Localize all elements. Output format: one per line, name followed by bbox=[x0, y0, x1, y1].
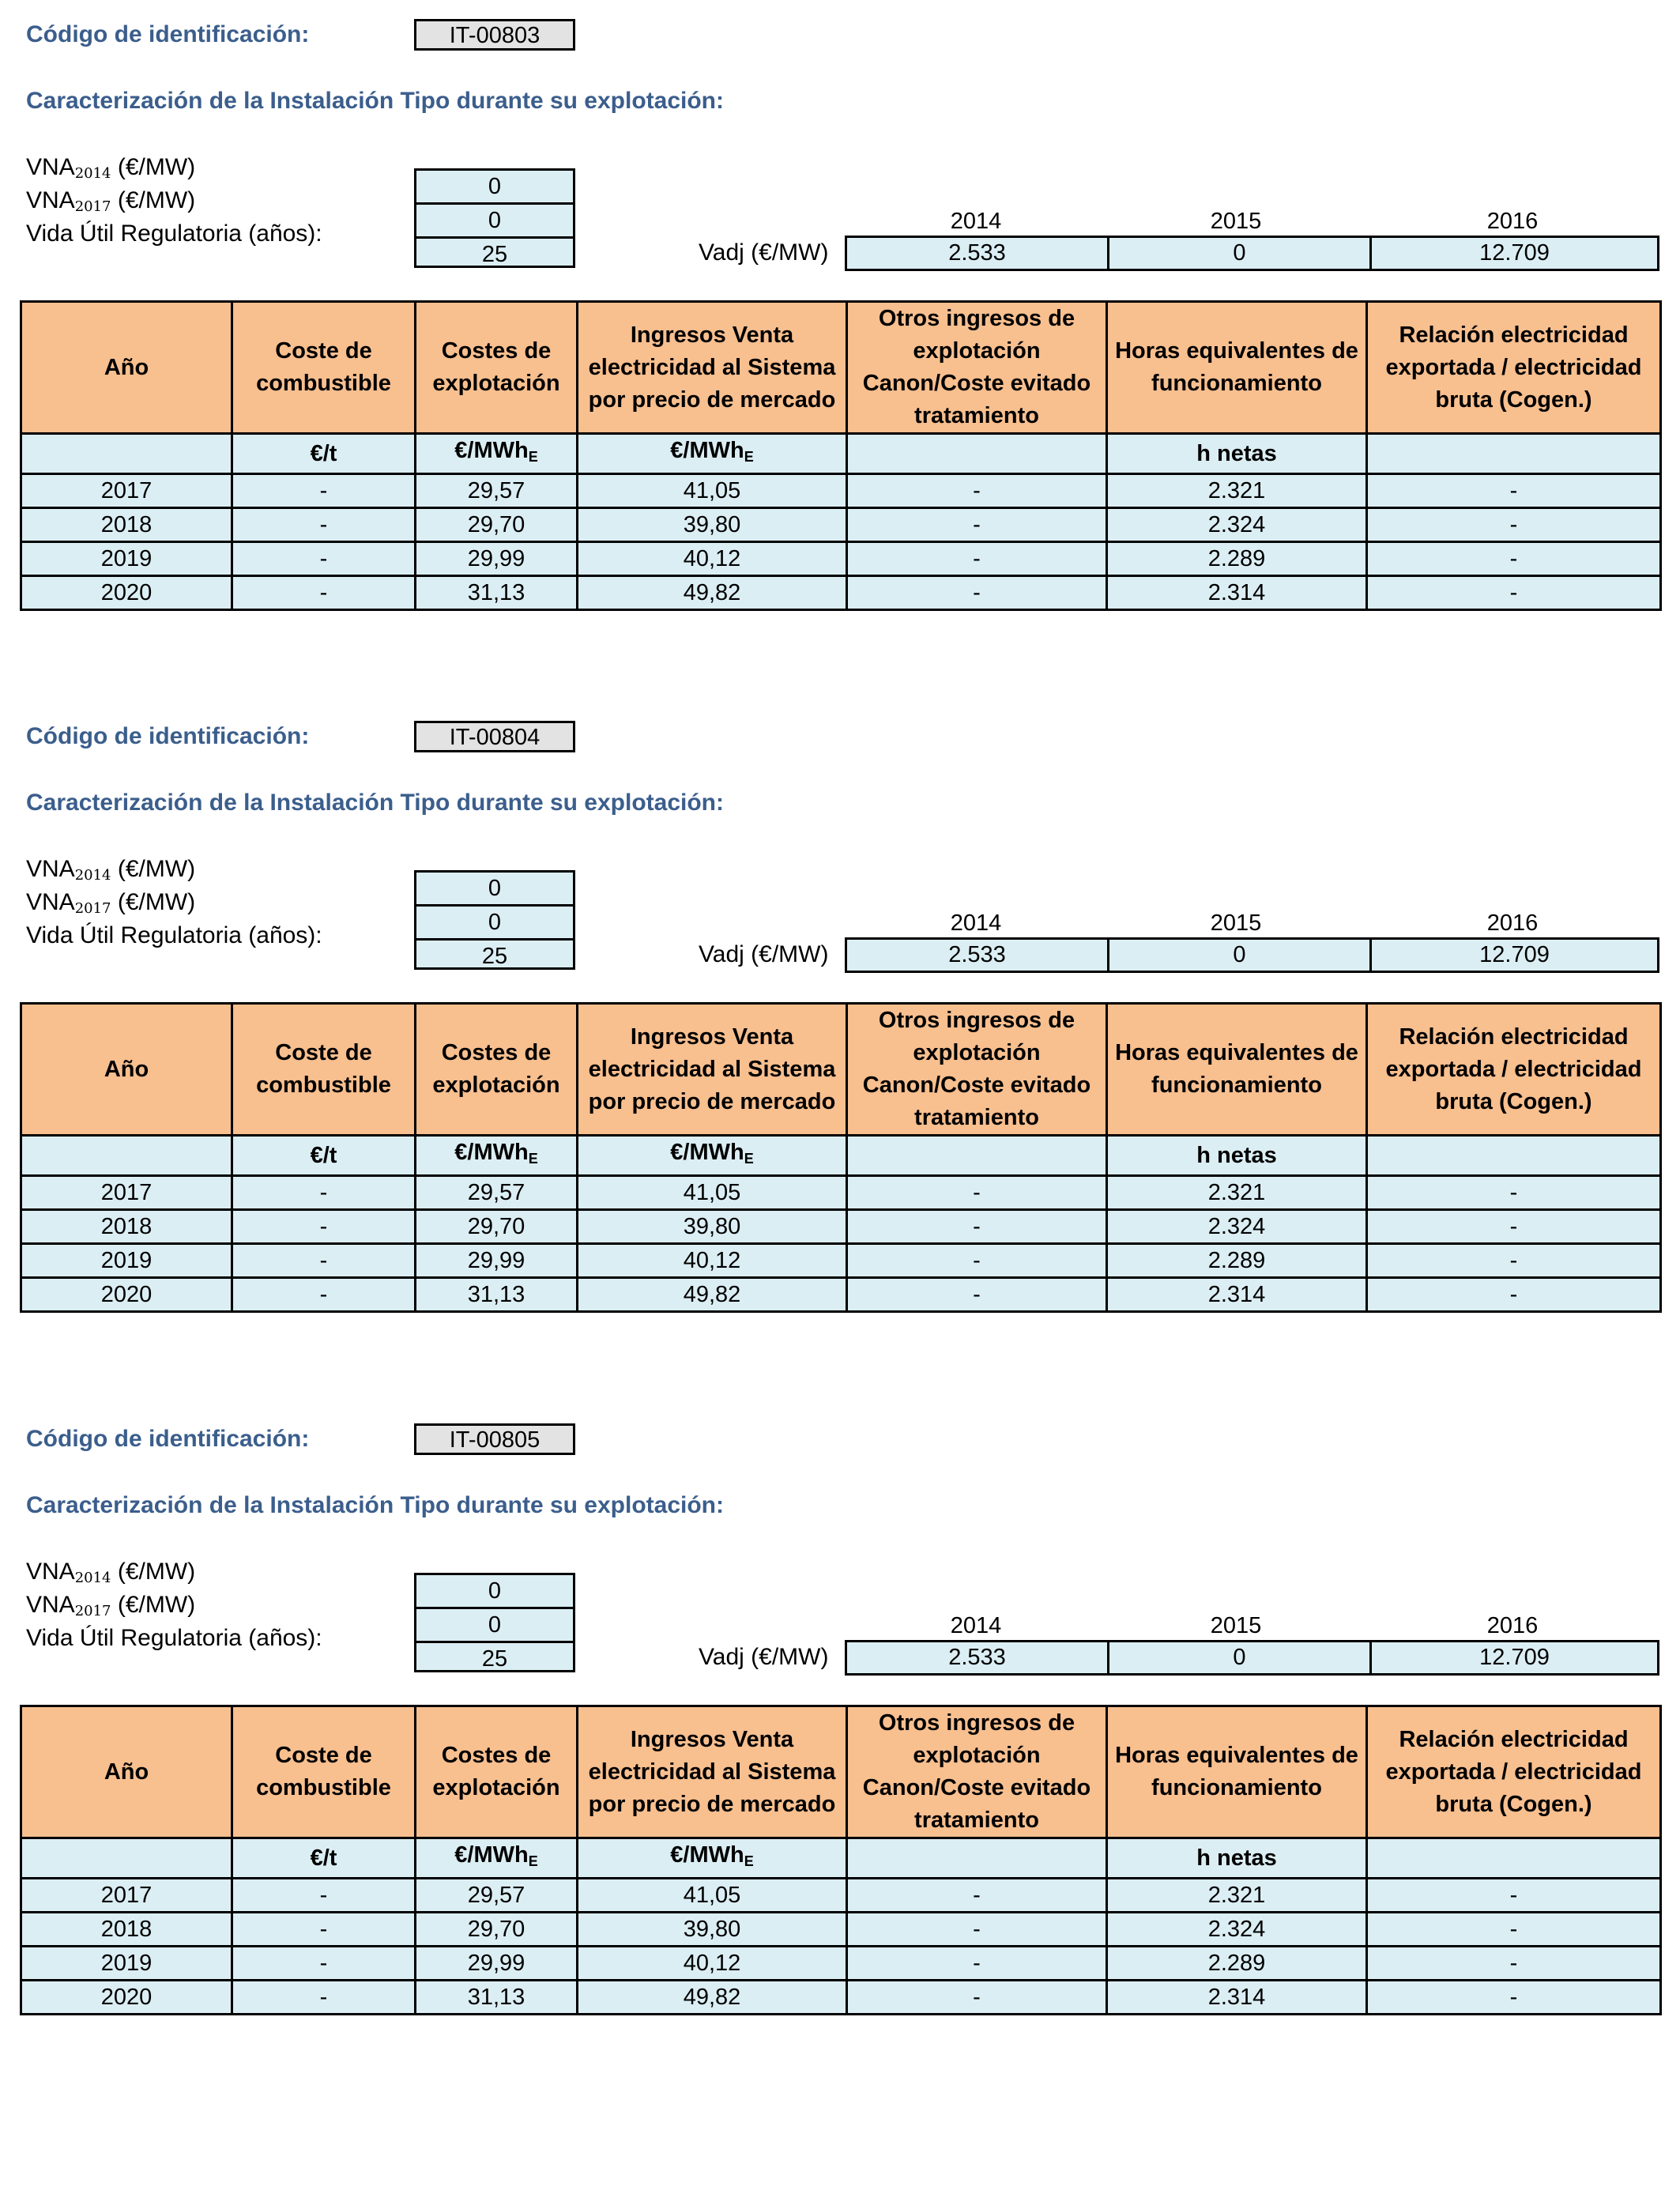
installation-block bbox=[0, 17, 1680, 618]
vadj-year-2016: 2016 bbox=[1486, 910, 1539, 936]
cell-otros: - bbox=[847, 1879, 1107, 1913]
vna2014-value: 0 bbox=[416, 1575, 573, 1609]
cell-combustible: - bbox=[232, 1278, 416, 1312]
cell-combustible: - bbox=[232, 474, 416, 508]
cell-ingresos: 49,82 bbox=[578, 1981, 847, 2015]
vna2017-value: 0 bbox=[416, 907, 573, 941]
cell-otros: - bbox=[847, 1947, 1107, 1981]
vadj-year-2015: 2015 bbox=[1210, 910, 1262, 936]
table-row bbox=[21, 1176, 1661, 1210]
cell-combustible: - bbox=[232, 1947, 416, 1981]
exploitation-table bbox=[20, 1002, 1662, 1313]
vadj-year-2014: 2014 bbox=[950, 910, 1002, 936]
cell-relacion: - bbox=[1367, 576, 1661, 610]
cell-explotacion: 29,99 bbox=[416, 542, 578, 576]
unit-otros-ingresos bbox=[847, 434, 1107, 474]
unit-anio bbox=[21, 1136, 232, 1176]
unit-ingresos-venta: €/MWhE bbox=[578, 1838, 847, 1879]
cell-relacion: - bbox=[1367, 1947, 1661, 1981]
vadj-year-2016: 2016 bbox=[1486, 209, 1539, 234]
vadj-label: Vadj (€/MW) bbox=[699, 239, 829, 266]
vadj-value-2016: 12.709 bbox=[1479, 942, 1550, 967]
code-value: IT-00805 bbox=[414, 1423, 575, 1455]
vadj-year-2014: 2014 bbox=[950, 209, 1002, 234]
unit-relacion-electricidad bbox=[1367, 434, 1661, 474]
cell-ingresos: 41,05 bbox=[578, 474, 847, 508]
vida-util-value: 25 bbox=[481, 1646, 508, 1672]
cell-ingresos: 41,05 bbox=[578, 1879, 847, 1913]
header-anio: Año bbox=[21, 1706, 232, 1838]
vadj-values-box bbox=[845, 1640, 1659, 1676]
cell-otros: - bbox=[847, 542, 1107, 576]
vadj-value-2014: 2.533 bbox=[847, 238, 1109, 269]
header-costes-explotacion: Costes de explotación bbox=[416, 1706, 578, 1838]
cell-horas: 2.314 bbox=[1107, 1981, 1367, 2015]
header-coste-combustible: Coste de combustible bbox=[232, 302, 416, 434]
cell-year: 2020 bbox=[21, 1278, 232, 1312]
unit-anio bbox=[21, 1838, 232, 1879]
cell-explotacion: 29,70 bbox=[416, 508, 578, 542]
cell-explotacion: 29,99 bbox=[416, 1947, 578, 1981]
installation-block bbox=[0, 719, 1680, 1320]
header-anio: Año bbox=[21, 1004, 232, 1136]
vadj-value-2015: 0 bbox=[1109, 940, 1372, 971]
cell-ingresos: 40,12 bbox=[578, 1244, 847, 1278]
cell-relacion: - bbox=[1367, 474, 1661, 508]
table-units-row bbox=[21, 434, 1661, 474]
cell-explotacion: 31,13 bbox=[416, 576, 578, 610]
cell-year: 2020 bbox=[21, 576, 232, 610]
header-costes-explotacion: Costes de explotación bbox=[416, 302, 578, 434]
header-costes-explotacion: Costes de explotación bbox=[416, 1004, 578, 1136]
header-relacion-electricidad: Relación electricidad exportada / electricidad bruta (Cogen.) bbox=[1367, 1706, 1661, 1838]
cell-explotacion: 31,13 bbox=[416, 1278, 578, 1312]
cell-relacion: - bbox=[1367, 1210, 1661, 1244]
vna2017-label: $VNA_{2017}$ (€/MW) bbox=[26, 889, 196, 917]
characterization-title: Caracterización de la Instalación Tipo durante su explotación: bbox=[26, 88, 724, 114]
unit-anio bbox=[21, 434, 232, 474]
cell-relacion: - bbox=[1367, 1244, 1661, 1278]
installation-block bbox=[0, 1422, 1680, 2022]
code-value: IT-00804 bbox=[414, 721, 575, 752]
table-row bbox=[21, 1913, 1661, 1947]
cell-otros: - bbox=[847, 1210, 1107, 1244]
vadj-year-2016: 2016 bbox=[1486, 1613, 1539, 1638]
vadj-year-2015: 2015 bbox=[1210, 209, 1262, 234]
cell-combustible: - bbox=[232, 1244, 416, 1278]
vna2014-value: 0 bbox=[416, 873, 573, 907]
vadj-label: Vadj (€/MW) bbox=[699, 941, 829, 967]
vna2014-label: $VNA_{2014}$ (€/MW) bbox=[26, 1559, 196, 1586]
cell-ingresos: 49,82 bbox=[578, 1278, 847, 1312]
vida-util-label: Vida Útil Regulatoria (años): bbox=[26, 221, 322, 247]
unit-horas-equivalentes: h netas bbox=[1107, 1136, 1367, 1176]
vna2017-label: $VNA_{2017}$ (€/MW) bbox=[26, 187, 196, 215]
cell-horas: 2.314 bbox=[1107, 576, 1367, 610]
table-row bbox=[21, 1947, 1661, 1981]
characterization-title: Caracterización de la Instalación Tipo durante su explotación: bbox=[26, 790, 724, 816]
cell-combustible: - bbox=[232, 508, 416, 542]
code-label: Código de identificación: bbox=[26, 1426, 310, 1452]
table-row bbox=[21, 1879, 1661, 1913]
cell-year: 2019 bbox=[21, 1244, 232, 1278]
cell-explotacion: 29,57 bbox=[416, 1176, 578, 1210]
table-row bbox=[21, 576, 1661, 610]
cell-horas: 2.289 bbox=[1107, 1244, 1367, 1278]
cell-combustible: - bbox=[232, 1981, 416, 2015]
cell-otros: - bbox=[847, 1913, 1107, 1947]
table-row bbox=[21, 1210, 1661, 1244]
header-horas-equivalentes: Horas equivalentes de funcionamiento bbox=[1107, 1004, 1367, 1136]
cell-year: 2019 bbox=[21, 1947, 232, 1981]
cell-horas: 2.321 bbox=[1107, 474, 1367, 508]
header-relacion-electricidad: Relación electricidad exportada / electricidad bruta (Cogen.) bbox=[1367, 302, 1661, 434]
vida-util-value: 25 bbox=[481, 242, 508, 267]
vadj-value-2015: 0 bbox=[1109, 238, 1372, 269]
header-ingresos-venta: Ingresos Venta electricidad al Sistema por precio de mercado bbox=[578, 1706, 847, 1838]
vna-values-box bbox=[414, 870, 575, 970]
table-row bbox=[21, 474, 1661, 508]
cell-ingresos: 40,12 bbox=[578, 1947, 847, 1981]
table-row bbox=[21, 508, 1661, 542]
cell-horas: 2.289 bbox=[1107, 1947, 1367, 1981]
table-units-row bbox=[21, 1136, 1661, 1176]
vna-values-box bbox=[414, 168, 575, 268]
unit-coste-combustible: €/t bbox=[232, 434, 416, 474]
cell-explotacion: 29,70 bbox=[416, 1913, 578, 1947]
header-ingresos-venta: Ingresos Venta electricidad al Sistema por precio de mercado bbox=[578, 1004, 847, 1136]
unit-otros-ingresos bbox=[847, 1136, 1107, 1176]
vida-util-label: Vida Útil Regulatoria (años): bbox=[26, 1625, 322, 1651]
header-coste-combustible: Coste de combustible bbox=[232, 1004, 416, 1136]
cell-year: 2018 bbox=[21, 508, 232, 542]
header-coste-combustible: Coste de combustible bbox=[232, 1706, 416, 1838]
cell-year: 2020 bbox=[21, 1981, 232, 2015]
table-row bbox=[21, 1981, 1661, 2015]
table-header-row bbox=[21, 1706, 1661, 1838]
header-otros-ingresos: Otros ingresos de explotación Canon/Coste evitado tratamiento bbox=[847, 1004, 1107, 1136]
cell-horas: 2.324 bbox=[1107, 1210, 1367, 1244]
vadj-year-2015: 2015 bbox=[1210, 1613, 1262, 1638]
vna2014-label: $VNA_{2014}$ (€/MW) bbox=[26, 856, 196, 884]
characterization-title: Caracterización de la Instalación Tipo durante su explotación: bbox=[26, 1492, 724, 1518]
header-ingresos-venta: Ingresos Venta electricidad al Sistema por precio de mercado bbox=[578, 302, 847, 434]
cell-year: 2018 bbox=[21, 1913, 232, 1947]
cell-horas: 2.289 bbox=[1107, 542, 1367, 576]
cell-relacion: - bbox=[1367, 508, 1661, 542]
vida-util-label: Vida Útil Regulatoria (años): bbox=[26, 922, 322, 948]
header-horas-equivalentes: Horas equivalentes de funcionamiento bbox=[1107, 1706, 1367, 1838]
unit-costes-explotacion: €/MWhE bbox=[416, 1136, 578, 1176]
cell-explotacion: 31,13 bbox=[416, 1981, 578, 2015]
unit-otros-ingresos bbox=[847, 1838, 1107, 1879]
cell-combustible: - bbox=[232, 1879, 416, 1913]
vadj-year-2014: 2014 bbox=[950, 1613, 1002, 1638]
cell-combustible: - bbox=[232, 576, 416, 610]
code-label: Código de identificación: bbox=[26, 723, 310, 749]
cell-horas: 2.324 bbox=[1107, 1913, 1367, 1947]
cell-otros: - bbox=[847, 1176, 1107, 1210]
table-header-row bbox=[21, 1004, 1661, 1136]
cell-relacion: - bbox=[1367, 1278, 1661, 1312]
cell-year: 2019 bbox=[21, 542, 232, 576]
cell-otros: - bbox=[847, 508, 1107, 542]
cell-otros: - bbox=[847, 474, 1107, 508]
cell-combustible: - bbox=[232, 1176, 416, 1210]
cell-relacion: - bbox=[1367, 1176, 1661, 1210]
cell-otros: - bbox=[847, 1981, 1107, 2015]
cell-ingresos: 49,82 bbox=[578, 576, 847, 610]
unit-ingresos-venta: €/MWhE bbox=[578, 1136, 847, 1176]
unit-horas-equivalentes: h netas bbox=[1107, 434, 1367, 474]
cell-relacion: - bbox=[1367, 1913, 1661, 1947]
vadj-values-box bbox=[845, 236, 1659, 271]
header-otros-ingresos: Otros ingresos de explotación Canon/Coste evitado tratamiento bbox=[847, 302, 1107, 434]
table-row bbox=[21, 1244, 1661, 1278]
vadj-value-2015: 0 bbox=[1109, 1642, 1372, 1673]
cell-ingresos: 39,80 bbox=[578, 1913, 847, 1947]
exploitation-table bbox=[20, 300, 1662, 611]
cell-combustible: - bbox=[232, 1913, 416, 1947]
unit-relacion-electricidad bbox=[1367, 1136, 1661, 1176]
code-value: IT-00803 bbox=[414, 19, 575, 51]
cell-relacion: - bbox=[1367, 1981, 1661, 2015]
cell-horas: 2.321 bbox=[1107, 1879, 1367, 1913]
cell-year: 2018 bbox=[21, 1210, 232, 1244]
cell-otros: - bbox=[847, 576, 1107, 610]
cell-ingresos: 40,12 bbox=[578, 542, 847, 576]
cell-year: 2017 bbox=[21, 1879, 232, 1913]
cell-horas: 2.321 bbox=[1107, 1176, 1367, 1210]
vadj-value-2014: 2.533 bbox=[847, 940, 1109, 971]
header-relacion-electricidad: Relación electricidad exportada / electricidad bruta (Cogen.) bbox=[1367, 1004, 1661, 1136]
unit-costes-explotacion: €/MWhE bbox=[416, 434, 578, 474]
cell-horas: 2.324 bbox=[1107, 508, 1367, 542]
unit-coste-combustible: €/t bbox=[232, 1838, 416, 1879]
table-row bbox=[21, 542, 1661, 576]
cell-horas: 2.314 bbox=[1107, 1278, 1367, 1312]
cell-year: 2017 bbox=[21, 1176, 232, 1210]
table-row bbox=[21, 1278, 1661, 1312]
vida-util-value: 25 bbox=[481, 944, 508, 969]
cell-ingresos: 39,80 bbox=[578, 1210, 847, 1244]
cell-ingresos: 39,80 bbox=[578, 508, 847, 542]
cell-ingresos: 41,05 bbox=[578, 1176, 847, 1210]
cell-combustible: - bbox=[232, 542, 416, 576]
unit-horas-equivalentes: h netas bbox=[1107, 1838, 1367, 1879]
vadj-value-2016: 12.709 bbox=[1479, 1645, 1550, 1670]
cell-year: 2017 bbox=[21, 474, 232, 508]
vna2014-label: $VNA_{2014}$ (€/MW) bbox=[26, 154, 196, 182]
table-header-row bbox=[21, 302, 1661, 434]
header-horas-equivalentes: Horas equivalentes de funcionamiento bbox=[1107, 302, 1367, 434]
vadj-label: Vadj (€/MW) bbox=[699, 1644, 829, 1670]
vadj-value-2016: 12.709 bbox=[1479, 240, 1550, 266]
vadj-value-2014: 2.533 bbox=[847, 1642, 1109, 1673]
cell-explotacion: 29,70 bbox=[416, 1210, 578, 1244]
vna2017-value: 0 bbox=[416, 205, 573, 239]
cell-relacion: - bbox=[1367, 1879, 1661, 1913]
table-units-row bbox=[21, 1838, 1661, 1879]
vadj-values-box bbox=[845, 937, 1659, 973]
vna2014-value: 0 bbox=[416, 171, 573, 205]
cell-explotacion: 29,57 bbox=[416, 474, 578, 508]
cell-combustible: - bbox=[232, 1210, 416, 1244]
unit-coste-combustible: €/t bbox=[232, 1136, 416, 1176]
vna2017-label: $VNA_{2017}$ (€/MW) bbox=[26, 1592, 196, 1619]
unit-relacion-electricidad bbox=[1367, 1838, 1661, 1879]
cell-otros: - bbox=[847, 1278, 1107, 1312]
header-otros-ingresos: Otros ingresos de explotación Canon/Coste evitado tratamiento bbox=[847, 1706, 1107, 1838]
cell-explotacion: 29,57 bbox=[416, 1879, 578, 1913]
exploitation-table bbox=[20, 1705, 1662, 2015]
unit-ingresos-venta: €/MWhE bbox=[578, 434, 847, 474]
cell-relacion: - bbox=[1367, 542, 1661, 576]
cell-explotacion: 29,99 bbox=[416, 1244, 578, 1278]
vna-values-box bbox=[414, 1573, 575, 1672]
cell-otros: - bbox=[847, 1244, 1107, 1278]
unit-costes-explotacion: €/MWhE bbox=[416, 1838, 578, 1879]
vna2017-value: 0 bbox=[416, 1609, 573, 1643]
header-anio: Año bbox=[21, 302, 232, 434]
code-label: Código de identificación: bbox=[26, 21, 310, 47]
